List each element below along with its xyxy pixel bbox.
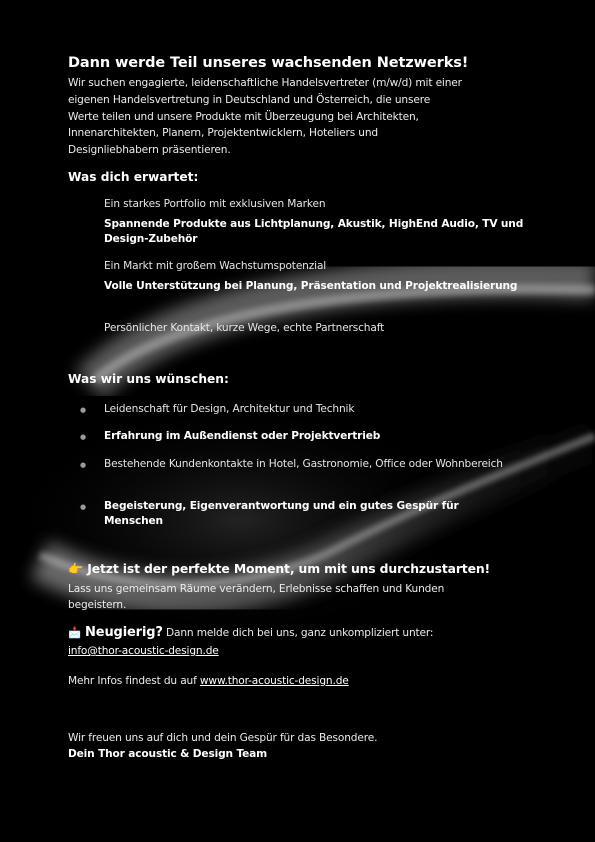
website-link[interactable]: www.thor-acoustic-design.de [199,675,349,687]
contact-text: Dann melde dich bei uns, ganz unkompliziert unter: [162,627,434,639]
wish-item: Bestehende Kundenkontakte in Hotel, Gastronomie, Office oder Wohnbereich [104,458,503,470]
expect-item: Volle Unterstützung bei Planung, Präsentation und Projektrealisierung [104,280,518,292]
expect-item: Ein starkes Portfolio mit exklusiven Marken [104,198,326,210]
contact-line [68,625,433,640]
intro-line: eigenen Handelsvertretung in Deutschland und Österreich, die unsere [68,93,431,106]
email-link[interactable]: info@thor-acoustic-design.de [68,645,219,657]
cta-heading [68,561,490,577]
bullet-icon: ● [80,433,87,441]
email-row [68,643,548,659]
inbox-tray-icon: 📩 [68,627,82,639]
website-prefix: Mehr Infos findest du auf [68,675,200,687]
closing-line: Wir freuen uns auf dich und dein Gespür für das Besondere. [68,732,378,744]
closing-block [68,730,377,762]
wish-item: Erfahrung im Außendienst oder Projektvertrieb [104,430,381,442]
intro-line: Innenarchitekten, Planern, Projektentwicklern, Hoteliers und [68,127,378,140]
cta-text-line: begeistern. [68,599,127,611]
page-title: Dann werde Teil unseres wachsenden Netzwerks! [68,55,469,71]
expect-item: Spannende Produkte aus Lichtplanung, Akustik, HighEnd Audio, TV und Design-Zubehör [104,218,524,245]
cta-text-line: Lass uns gemeinsam Räume verändern, Erlebnisse schaffen und Kunden [68,583,445,595]
signature: Dein Thor acoustic & Design Team [68,748,268,760]
cta-text [68,581,548,613]
expect-heading: Was dich erwartet: [68,170,199,184]
wish-item: Begeisterung, Eigenverantwortung und ein gutes Gespür für Menschen [104,500,459,527]
bullet-icon: ● [80,461,87,469]
contact-lead: Neugierig? [85,625,163,640]
intro-paragraph [68,75,538,159]
wish-heading: Was wir uns wünschen: [68,372,229,386]
pointing-hand-icon: 👉 [68,561,84,576]
intro-line: Werte teilen und unsere Produkte mit Überzeugung bei Architekten, [68,110,419,123]
bullet-icon: ● [80,503,87,511]
wish-item: Leidenschaft für Design, Architektur und Technik [104,403,355,415]
expect-item: Persönlicher Kontakt, kurze Wege, echte Partnerschaft [104,322,385,334]
intro-line: Designliebhabern präsentieren. [68,144,231,157]
cta-title: Jetzt ist der perfekte Moment, um mit uns durchzustarten! [87,561,490,576]
bullet-icon: ● [80,406,87,414]
expect-item: Ein Markt mit großem Wachstumspotenzial [104,260,327,272]
intro-line: Wir suchen engagierte, leidenschaftliche Handelsvertreter (m/w/d) mit einer [68,77,462,89]
website-row [68,673,548,689]
